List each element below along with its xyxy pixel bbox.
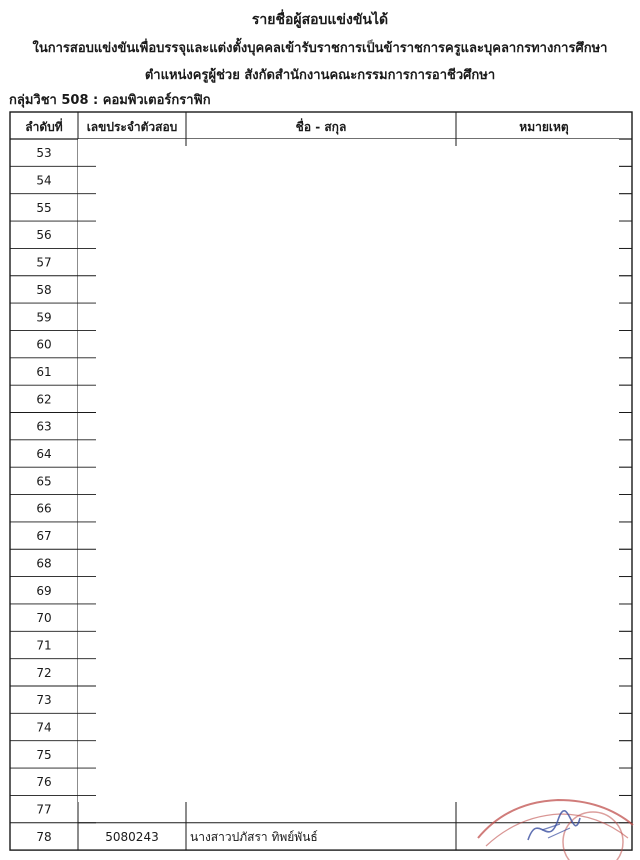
row-order-number: 73 (36, 693, 52, 708)
row-order-number: 55 (36, 200, 52, 215)
official-seal-signature (468, 790, 638, 860)
table-header (25, 118, 569, 135)
row-order-number: 57 (36, 255, 52, 270)
row-order-number: 72 (36, 665, 52, 680)
row-order-number: 68 (36, 556, 52, 571)
row-order-number: 58 (36, 282, 52, 297)
row-order-number: 56 (36, 228, 52, 243)
row-order-number: 59 (36, 310, 52, 325)
row-order-number: 63 (36, 419, 52, 434)
last-row-exam-id: 5080243 (105, 829, 159, 844)
column-header-1: ลำดับที่ (25, 120, 63, 134)
position-line: ตำแหน่งครูผู้ช่วย สังกัดสำนักงานคณะกรรมการการอาชีวศึกษา (144, 68, 496, 83)
last-row-name: นางสาวปภัสรา ทิพย์พันธ์ (190, 829, 318, 844)
row-order-number: 70 (36, 611, 52, 626)
row-order-number: 65 (36, 474, 52, 489)
row-order-number: 66 (36, 501, 52, 516)
row-order-number: 76 (36, 775, 52, 790)
row-order-number: 75 (36, 747, 52, 762)
redaction-area (78, 139, 619, 802)
row-order-number: 53 (36, 146, 52, 161)
row-order-number: 60 (36, 337, 52, 352)
row-order-number: 54 (36, 173, 52, 188)
row-order-number: 77 (36, 802, 52, 817)
row-order-number: 64 (36, 447, 52, 462)
column-header-2: เลขประจำตัวสอบ (86, 120, 178, 134)
row-order-number: 74 (36, 720, 52, 735)
row-order-number: 67 (36, 529, 52, 544)
row-order-number: 71 (36, 638, 52, 653)
subject-group-label: กลุ่มวิชา 508 : คอมพิวเตอร์กราฟิก (9, 93, 211, 108)
row-order-number: 62 (36, 392, 52, 407)
column-header-3: ชื่อ - สกุล (295, 120, 347, 134)
document-title: รายชื่อผู้สอบแข่งขันได้ (251, 12, 389, 28)
document-subtitle: ในการสอบแข่งขันเพื่อบรรจุและแต่งตั้งบุคคลเข้ารับราชการเป็นข้าราชการครูและบุคลากรทางการศึกษา (32, 41, 608, 56)
row-order-number: 69 (36, 583, 52, 598)
last-row-order: 78 (36, 829, 52, 844)
row-order-number: 61 (36, 364, 52, 379)
column-header-4: หมายเหตุ (519, 120, 569, 134)
